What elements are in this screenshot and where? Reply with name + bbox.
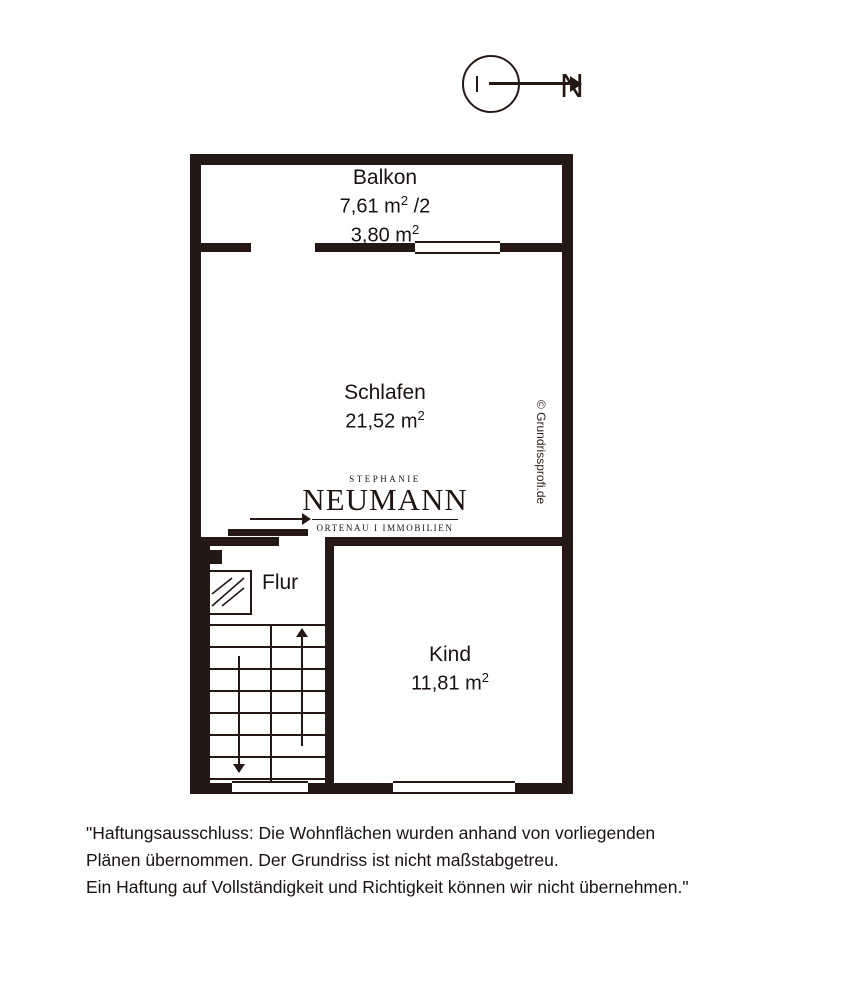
room-label-kind — [370, 641, 530, 698]
watermark-credit: © Grundrissprofi.de — [534, 400, 548, 505]
logo-subtitle: ORTENAU I IMMOBILIEN — [316, 522, 454, 533]
stair-direction-up-head — [296, 628, 308, 637]
room-name-kind: Kind — [428, 643, 472, 666]
compass-north-label: N — [560, 67, 584, 104]
logo-title: NEUMANN — [302, 482, 468, 517]
disclaimer-line-2: Plänen übernommen. Der Grundriss ist nicht maßstabgetreu. — [86, 850, 559, 871]
room-name-flur: Flur — [262, 571, 299, 594]
room-area-schlafen: 21,52 $m^2$ — [345, 408, 425, 433]
floorplan-drawing — [190, 154, 573, 794]
agency-logo — [295, 474, 475, 533]
room-label-balkon — [280, 164, 490, 250]
wall-schlafen-bottom — [201, 537, 279, 546]
disclaimer-text — [86, 820, 766, 901]
wall-left — [190, 154, 201, 794]
compass-tail-icon — [476, 76, 478, 92]
wall-kind-top — [325, 537, 562, 546]
logo-divider — [312, 519, 458, 520]
room-name-balkon: Balkon — [352, 166, 418, 189]
logo-pretitle: STEPHANIE — [349, 474, 421, 484]
disclaimer-line-3: Ein Haftung auf Vollständigkeit und Richtigkeit können wir nicht übernehmen." — [86, 877, 689, 898]
room-name-schlafen: Schlafen — [344, 381, 426, 404]
room-label-schlafen — [275, 379, 495, 436]
room-label-flur — [240, 569, 390, 597]
window-kind-bottom — [393, 781, 515, 794]
stair-direction-down-head — [233, 764, 245, 773]
disclaimer-line-1: "Haftungsausschluss: Die Wohnflächen wurden anhand von vorliegenden — [86, 823, 656, 843]
wall-balcony-divider-left — [201, 243, 251, 252]
stair-stringer — [270, 624, 272, 783]
staircase — [208, 624, 334, 783]
wall-right — [562, 154, 573, 794]
door-marker-flur — [208, 550, 222, 564]
room-area-kind: 11,81 $m^2$ — [410, 670, 489, 695]
stair-direction-down-line — [238, 656, 240, 766]
stair-direction-up-line — [301, 636, 303, 746]
compass-rose — [462, 55, 602, 125]
room-area-balkon-line1: 7,61 $m^2$ /2 — [339, 193, 431, 218]
room-area-balkon-line2: 3,80 $m^2$ — [350, 222, 420, 247]
